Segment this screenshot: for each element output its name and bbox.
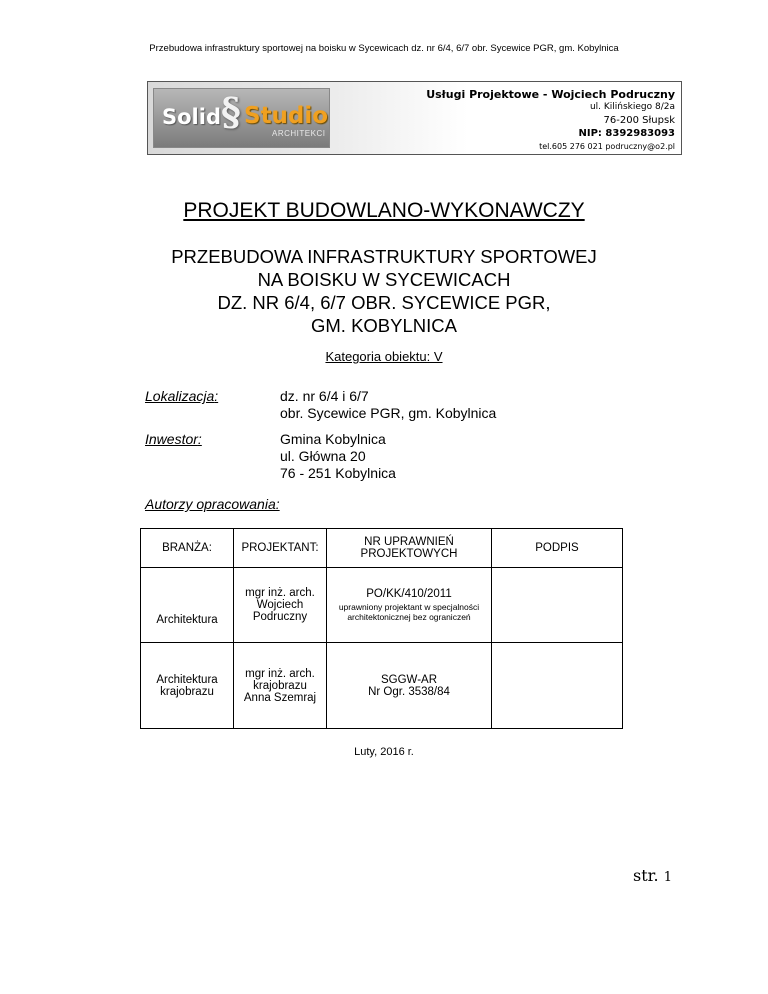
designer-line: Podruczny [252, 611, 308, 623]
logo-solid-text: Solid [162, 105, 221, 129]
subject-line: DZ. NR 6/4, 6/7 OBR. SYCEWICE PGR, [217, 292, 551, 313]
investor-line: ul. Główna 20 [280, 448, 366, 464]
firm-street: ul. Kilińskiego 8/2a [589, 102, 675, 112]
investor-line: Gmina Kobylnica [280, 431, 386, 447]
logo-s-mark-icon: § [221, 89, 241, 134]
signature-cell [492, 643, 623, 729]
license-cell [327, 643, 492, 729]
header-designer: PROJEKTANT: [234, 529, 327, 568]
investor-line: 76 - 251 Kobylnica [280, 465, 396, 481]
investor-label: Inwestor: [145, 431, 202, 447]
license-number: PO/KK/410/2011 [366, 588, 452, 600]
logo-studio-text: Studio [244, 103, 329, 129]
designer-line: Anna Szemraj [243, 691, 317, 704]
license-note: uprawniony projektant w specjalności architektonicznej bez ograniczeń [338, 602, 480, 622]
document-date: Luty, 2016 r. [354, 746, 414, 758]
running-header: Przebudowa infrastruktury sportowej na boisku w Sycewicach dz. nr 6/4, 6/7 obr. Sycewice PGR, gm. Kobylnica [149, 43, 619, 54]
location-line: obr. Sycewice PGR, gm. Kobylnica [280, 405, 497, 421]
table-row [141, 568, 623, 643]
license-note: Nr Ogr. 3538/84 [368, 685, 450, 698]
firm-city: 76-200 Słupsk [603, 115, 675, 126]
object-category: Kategoria obiektu: V [325, 349, 443, 364]
branch-text: Architektura [156, 614, 218, 626]
firm-details [426, 88, 675, 153]
designer-line: krajobrazu [253, 679, 307, 692]
investor-value [280, 431, 396, 482]
logo-architekci-text: ARCHITEKCI [272, 129, 326, 138]
location-line: dz. nr 6/4 i 6/7 [280, 388, 369, 404]
authors-table [140, 528, 623, 729]
header-branch: BRANŻA: [141, 529, 234, 568]
solid-studio-logo [153, 88, 330, 148]
location-value [280, 388, 496, 422]
header-license: NR UPRAWNIEŃ PROJEKTOWYCH [327, 529, 492, 568]
header-signature: PODPIS [492, 529, 623, 568]
designer-line: mgr inż. arch. [245, 587, 315, 599]
license-cell [327, 568, 492, 643]
designer-line: mgr inż. arch. [245, 667, 315, 680]
subject-line: GM. KOBYLNICA [311, 315, 457, 336]
table-row [141, 643, 623, 729]
branch-cell [141, 568, 234, 643]
designer-cell [234, 643, 327, 729]
branch-cell: Architektura krajobrazu [141, 643, 234, 729]
page-number [633, 866, 672, 885]
table-header-row [141, 529, 623, 568]
project-subject [0, 245, 768, 337]
page-prefix: str. [633, 866, 659, 885]
authors-label: Autorzy opracowania: [145, 496, 280, 512]
document-title: PROJEKT BUDOWLANO-WYKONAWCZY [183, 199, 585, 222]
subject-line: PRZEBUDOWA INFRASTRUKTURY SPORTOWEJ [171, 246, 597, 267]
page-number-value: 1 [663, 870, 672, 885]
firm-name: Usługi Projektowe - Wojciech Podruczny [426, 88, 675, 101]
firm-nip: NIP: 8392983093 [578, 128, 675, 139]
designer-cell [234, 568, 327, 643]
signature-cell [492, 568, 623, 643]
license-number: SGGW-AR [380, 673, 437, 686]
subject-line: NA BOISKU W SYCEWICACH [257, 269, 511, 290]
firm-contact: tel.605 276 021 podruczny@o2.pl [539, 142, 675, 151]
location-label: Lokalizacja: [145, 388, 219, 404]
designer-line: Wojciech [256, 599, 304, 611]
company-banner [147, 81, 682, 155]
